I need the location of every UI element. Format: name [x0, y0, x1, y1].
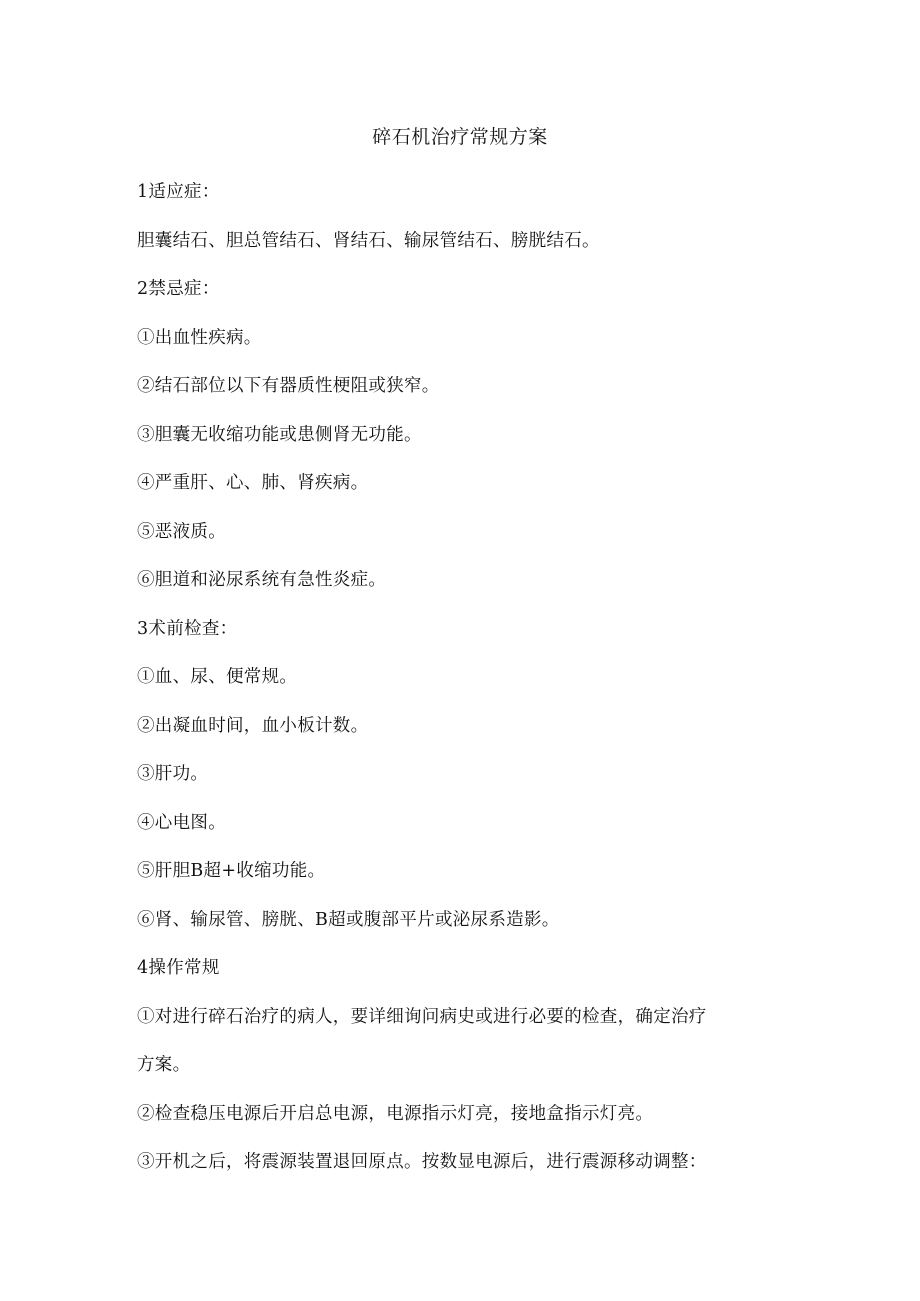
list-item-continuation: 方案。 [137, 1055, 191, 1075]
document-title: 碎石机治疗常规方案 [372, 126, 548, 148]
list-item: ⑥胆道和泌尿系统有急性炎症。 [137, 570, 387, 590]
list-item: ③胆囊无收缩功能或患侧肾无功能。 [137, 424, 422, 445]
section-heading-preop-exam: 3术前检查： [137, 618, 238, 639]
list-item: ③肝功。 [137, 764, 209, 784]
list-item: ⑥肾、输尿管、膀胱、B超或腹部平片或泌尿系造影。 [137, 909, 560, 930]
paragraph-line: 胆囊结石、胆总管结石、肾结石、输尿管结石、膀胱结石。 [137, 230, 600, 251]
list-item: ②检查稳压电源后开启总电源，电源指示灯亮，接地盒指示灯亮。 [137, 1103, 654, 1124]
list-item: ②出凝血时间，血小板计数。 [137, 715, 369, 736]
section-heading-indications: 1适应症： [137, 182, 220, 202]
section-heading-contraindications: 2禁忌症： [137, 279, 220, 299]
list-item: ②结石部位以下有器质性梗阻或狭窄。 [137, 376, 440, 396]
list-item: ①出血性疾病。 [137, 327, 262, 348]
list-item: ⑤肝胆B超+收缩功能。 [137, 861, 326, 881]
document-body [137, 168, 787, 1187]
list-item: ①对进行碎石治疗的病人，要详细询问病史或进行必要的检查，确定治疗 [137, 1006, 707, 1027]
list-item: ④严重肝、心、肺、肾疾病。 [137, 473, 369, 493]
section-heading-procedure: 4操作常规 [137, 958, 220, 978]
list-item: ③开机之后，将震源装置退回原点。按数显电源后，进行震源移动调整： [137, 1152, 707, 1172]
list-item: ④心电图。 [137, 812, 226, 833]
list-item: ①血、尿、便常规。 [137, 667, 298, 687]
list-item: ⑤恶液质。 [137, 521, 226, 542]
